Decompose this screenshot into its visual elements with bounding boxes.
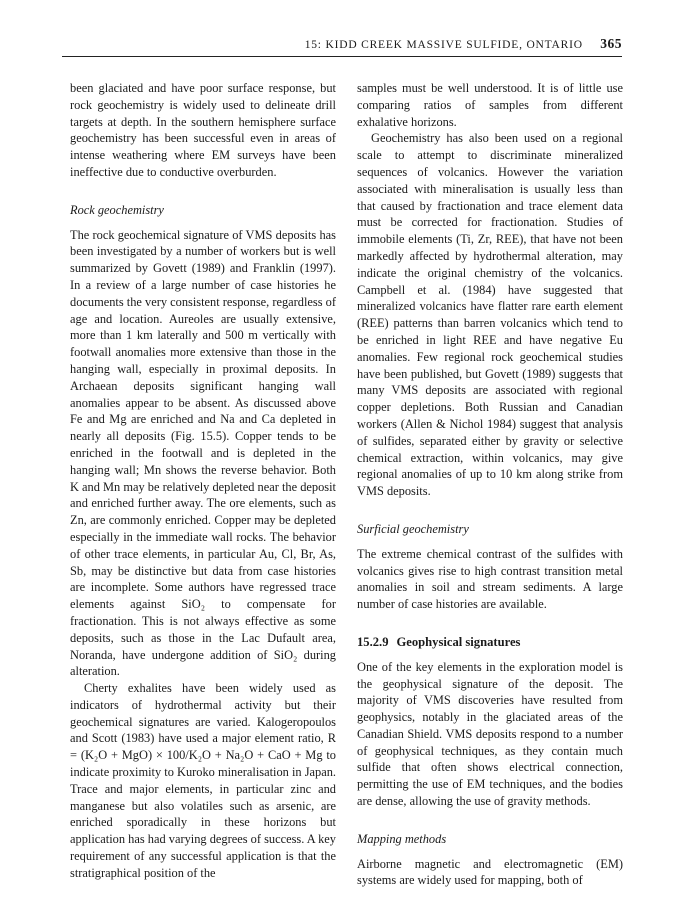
- left-column: [70, 80, 336, 882]
- paragraph: The rock geochemical signature of VMS deposits has been investigated by a number of workers but is well summarized by Govett (1989) and Franklin (1997). In a review of a large number of case histories he documents the very consistent response, regardless of age and location. Aureoles are usually extensive, more than 1 km laterally and 500 m vertically with footwall anomalies more extensive than those in the hanging wall, especially in proximal deposits. In Archaean deposits significant hanging wall anomalies appear to be absent. As discussed above Fe and Mg are enriched and Na and Ca depleted in nearly all deposits (Fig. 15.5). Copper tends to be enriched in the footwall and is depleted in the hanging wall; Mn shows the reverse behavior. Both K and Mn may be relatively depleted near the deposit and enriched further away. The ore elements, such as Zn, are commonly enriched. Copper may be depleted especially in the immediate wall rocks. The behavior of other trace elements, in particular Au, Cl, Br, As, Sb, may be distinctive but data from case histories are incomplete. Some authors have regressed trace elements against SiO₂ to compensate for fractionation. This is not always effective as some deposits, such as those in the Lac Dufault area, Noranda, have undergone addition of SiO₂ during alteration.: [70, 227, 336, 679]
- subheading-mapping-methods: Mapping methods: [357, 831, 447, 846]
- section-heading: [357, 634, 623, 651]
- running-title: 15: KIDD CREEK MASSIVE SULFIDE, ONTARIO: [304, 39, 583, 51]
- section-number: 15.2.9: [357, 634, 389, 649]
- header-rule: [62, 56, 622, 57]
- subheading-rock-geochemistry: Rock geochemistry: [70, 202, 164, 217]
- paragraph: been glaciated and have poor surface response, but rock geochemistry is widely used to delineate drill targets at depth. In the southern hemisphere surface geochemistry has been successful even in areas of intense weathering where EM surveys have been ineffective due to conductive overburden.: [70, 81, 336, 179]
- paragraph: One of the key elements in the exploration model is the geophysical signature of the deposit. The majority of VMS discoveries have resulted from geophysics, notably in the glaciated areas of the Canadian Shield. VMS deposits respond to a number of geophysical techniques, as they contain much sulfide that often shows electrical connection, permitting the use of EM techniques, and the bodies are dense, allowing the use of gravity methods.: [357, 659, 623, 809]
- paragraph: The extreme chemical contrast of the sulfides with volcanics gives rise to high contrast transition metal anomalies in soil and stream sediments. A large number of case histories are available.: [357, 546, 623, 612]
- paragraph: Airborne magnetic and electromagnetic (EM) systems are widely used for mapping, both of: [357, 856, 623, 888]
- paragraph: samples must be well understood. It is of little use comparing ratios of samples from different exhalative horizons.: [357, 81, 623, 129]
- paragraph: Cherty exhalites have been widely used as indicators of hydrothermal activity but their geochemical signatures are varied. Kalogeropoulos and Scott (1983) have used a major element ratio, R = (K₂O + MgO) × 100/K₂O + Na₂O + CaO + Mg to indicate proximity to Kuroko mineralisation in Japan. Trace and major elements, in particular zinc and manganese but also volatiles such as arsenic, are enriched sporadically in these horizons but application has had varying degrees of success. A key requirement of any successful application is that the stratigraphical position of the: [70, 681, 336, 880]
- page-number: 365: [600, 36, 622, 51]
- running-header: [62, 36, 622, 52]
- section-title: Geophysical signatures: [396, 634, 521, 649]
- paragraph: Geochemistry has also been used on a regional scale to attempt to discriminate mineralized sequences of volcanics. However the variation associated with mineralisation is usually less than that caused by fractionation and trace element data must be corrected for fractionation. Studies of immobile elements (Ti, Zr, REE), that have not been markedly affected by hydrothermal alteration, may indicate the original chemistry of the volcanics. Campbell et al. (1984) have suggested that mineralized volcanics have flatter rare earth element (REE) patterns than barren volcanics which tend to be enriched in light REE and have negative Eu anomalies. Few regional rock geochemical studies have been published, but Govett (1989) suggests that many VMS deposits are associated with regional copper depletions. Both Russian and Canadian workers (Allen & Nichol 1984) suggest that analysis of sulfides, separated either by gravity or selective chemical extraction, within volcanics, may give regional anomalies of up to 10 km along strike from VMS deposits.: [357, 131, 623, 499]
- right-column: [357, 80, 623, 889]
- subheading-surficial-geochemistry: Surficial geochemistry: [357, 521, 469, 536]
